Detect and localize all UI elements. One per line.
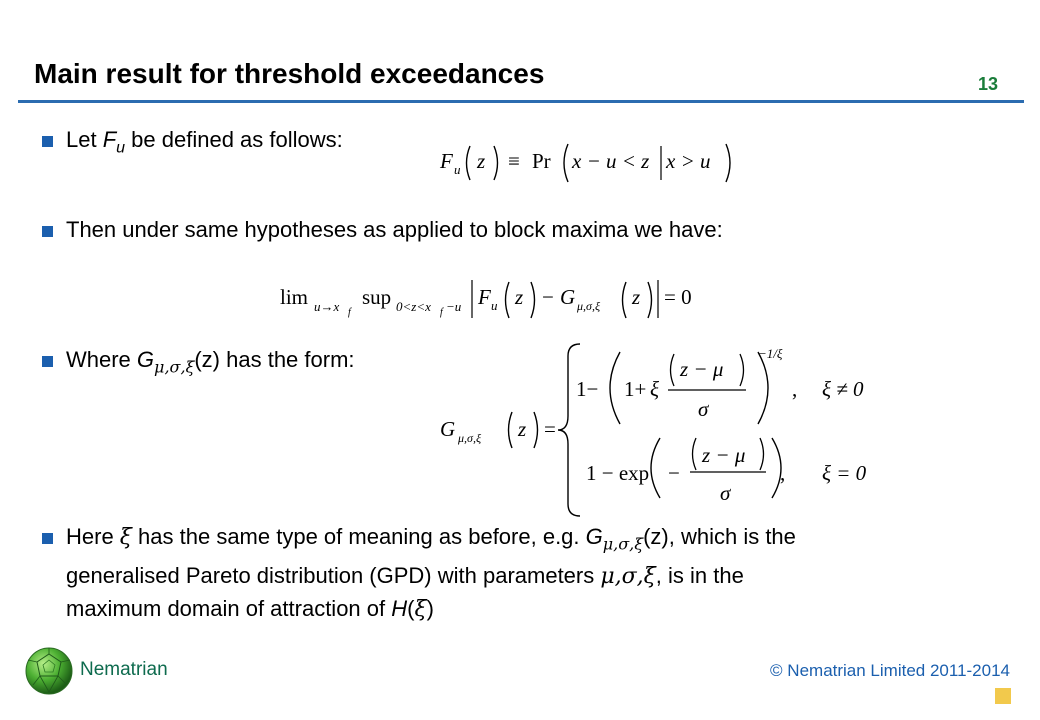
bullet-marker xyxy=(42,226,53,237)
f3-z: z xyxy=(518,417,527,441)
bullet-4-line-2: generalised Pareto distribution (GPD) with parameters μ,σ,ξ, is in the xyxy=(66,563,744,590)
bullet-marker xyxy=(42,356,53,367)
footer-brand: Nematrian xyxy=(80,659,168,680)
f2-equals-zero: = 0 xyxy=(664,285,692,309)
bullet-marker xyxy=(42,136,53,147)
f3-case2-condition: ξ = 0 xyxy=(822,461,867,485)
f3-case2-denominator: σ xyxy=(720,481,731,505)
slide-title: Main result for threshold exceedances xyxy=(34,58,545,89)
f1-lhs-sub: u xyxy=(454,162,461,177)
formula-limit xyxy=(280,278,700,322)
f3-case1-exponent: −1/ξ xyxy=(758,346,783,361)
f3-case1-denominator: σ xyxy=(698,397,709,421)
title-divider xyxy=(18,100,1024,103)
bullet-4-text xyxy=(66,521,796,626)
f1-pr: Pr xyxy=(532,149,551,173)
f3-G: G xyxy=(440,417,456,441)
bullet-marker xyxy=(42,533,53,544)
f2-sup-sub: 0<z<x xyxy=(396,299,431,314)
f3-equals: = xyxy=(544,417,556,441)
f3-case1-one-minus: 1− xyxy=(576,377,599,401)
f2-lim: lim xyxy=(280,285,309,309)
f3-case2-exp: 1 − exp xyxy=(586,461,650,485)
f3-case1-xi: ξ xyxy=(650,377,659,401)
f1-condition: x − u < z xyxy=(572,149,650,173)
bullet-3-text: Where $G_{\mu,\sigma,\xi}(z)$ has the form: xyxy=(66,347,355,377)
nematrian-logo-icon xyxy=(24,646,74,696)
f2-minus: − xyxy=(542,285,554,309)
bullet-2-text: Then under same hypotheses as applied to block maxima we have: xyxy=(66,217,723,242)
f2-F-sub: u xyxy=(491,298,498,313)
f3-case1-one-plus: 1+ xyxy=(624,377,647,401)
f1-given: x > u xyxy=(666,149,711,173)
bullet-4-line-1: Here ξ has the same type of meaning as before, e.g. $G_{\mu,\sigma,\xi}(z)$, which is the xyxy=(66,524,796,554)
f2-G: G xyxy=(560,285,576,309)
f3-case2-neg: − xyxy=(668,461,680,485)
corner-marker xyxy=(995,688,1011,704)
f1-z: z xyxy=(477,149,486,173)
f3-case1-condition: ξ ≠ 0 xyxy=(822,377,864,401)
f2-z: z xyxy=(515,285,524,309)
f1-equiv: ≡ xyxy=(508,149,520,173)
f3-case1-numerator: z − μ xyxy=(680,357,724,381)
f3-case1-comma: , xyxy=(792,377,798,401)
f2-F: F xyxy=(478,285,491,309)
f1-lhs: F xyxy=(440,149,453,173)
f3-G-sub: μ,σ,ξ xyxy=(458,431,482,445)
formula-fu-definition xyxy=(440,140,740,186)
footer-copyright: © Nematrian Limited 2011-2014 xyxy=(770,661,1010,680)
f2-lim-sub-f: f xyxy=(348,307,351,318)
f2-z2: z xyxy=(632,285,641,309)
bullet-1-text: Let $F_u$ be defined as follows: xyxy=(66,127,343,157)
f3-case2-comma: , xyxy=(780,461,786,485)
f2-G-sub: μ,σ,ξ xyxy=(577,299,601,313)
f2-sup-sub-f: f xyxy=(440,307,443,318)
f2-sup-sub-u: −u xyxy=(446,299,462,314)
f3-case2-numerator: z − μ xyxy=(702,443,746,467)
slide-number: 13 xyxy=(978,74,999,94)
f2-lim-sub: u→x xyxy=(314,299,340,314)
formula-gpd-piecewise xyxy=(440,340,890,518)
bullet-4-line-3: maximum domain of attraction of H(ξ) xyxy=(66,596,434,623)
f2-sup: sup xyxy=(362,285,392,309)
